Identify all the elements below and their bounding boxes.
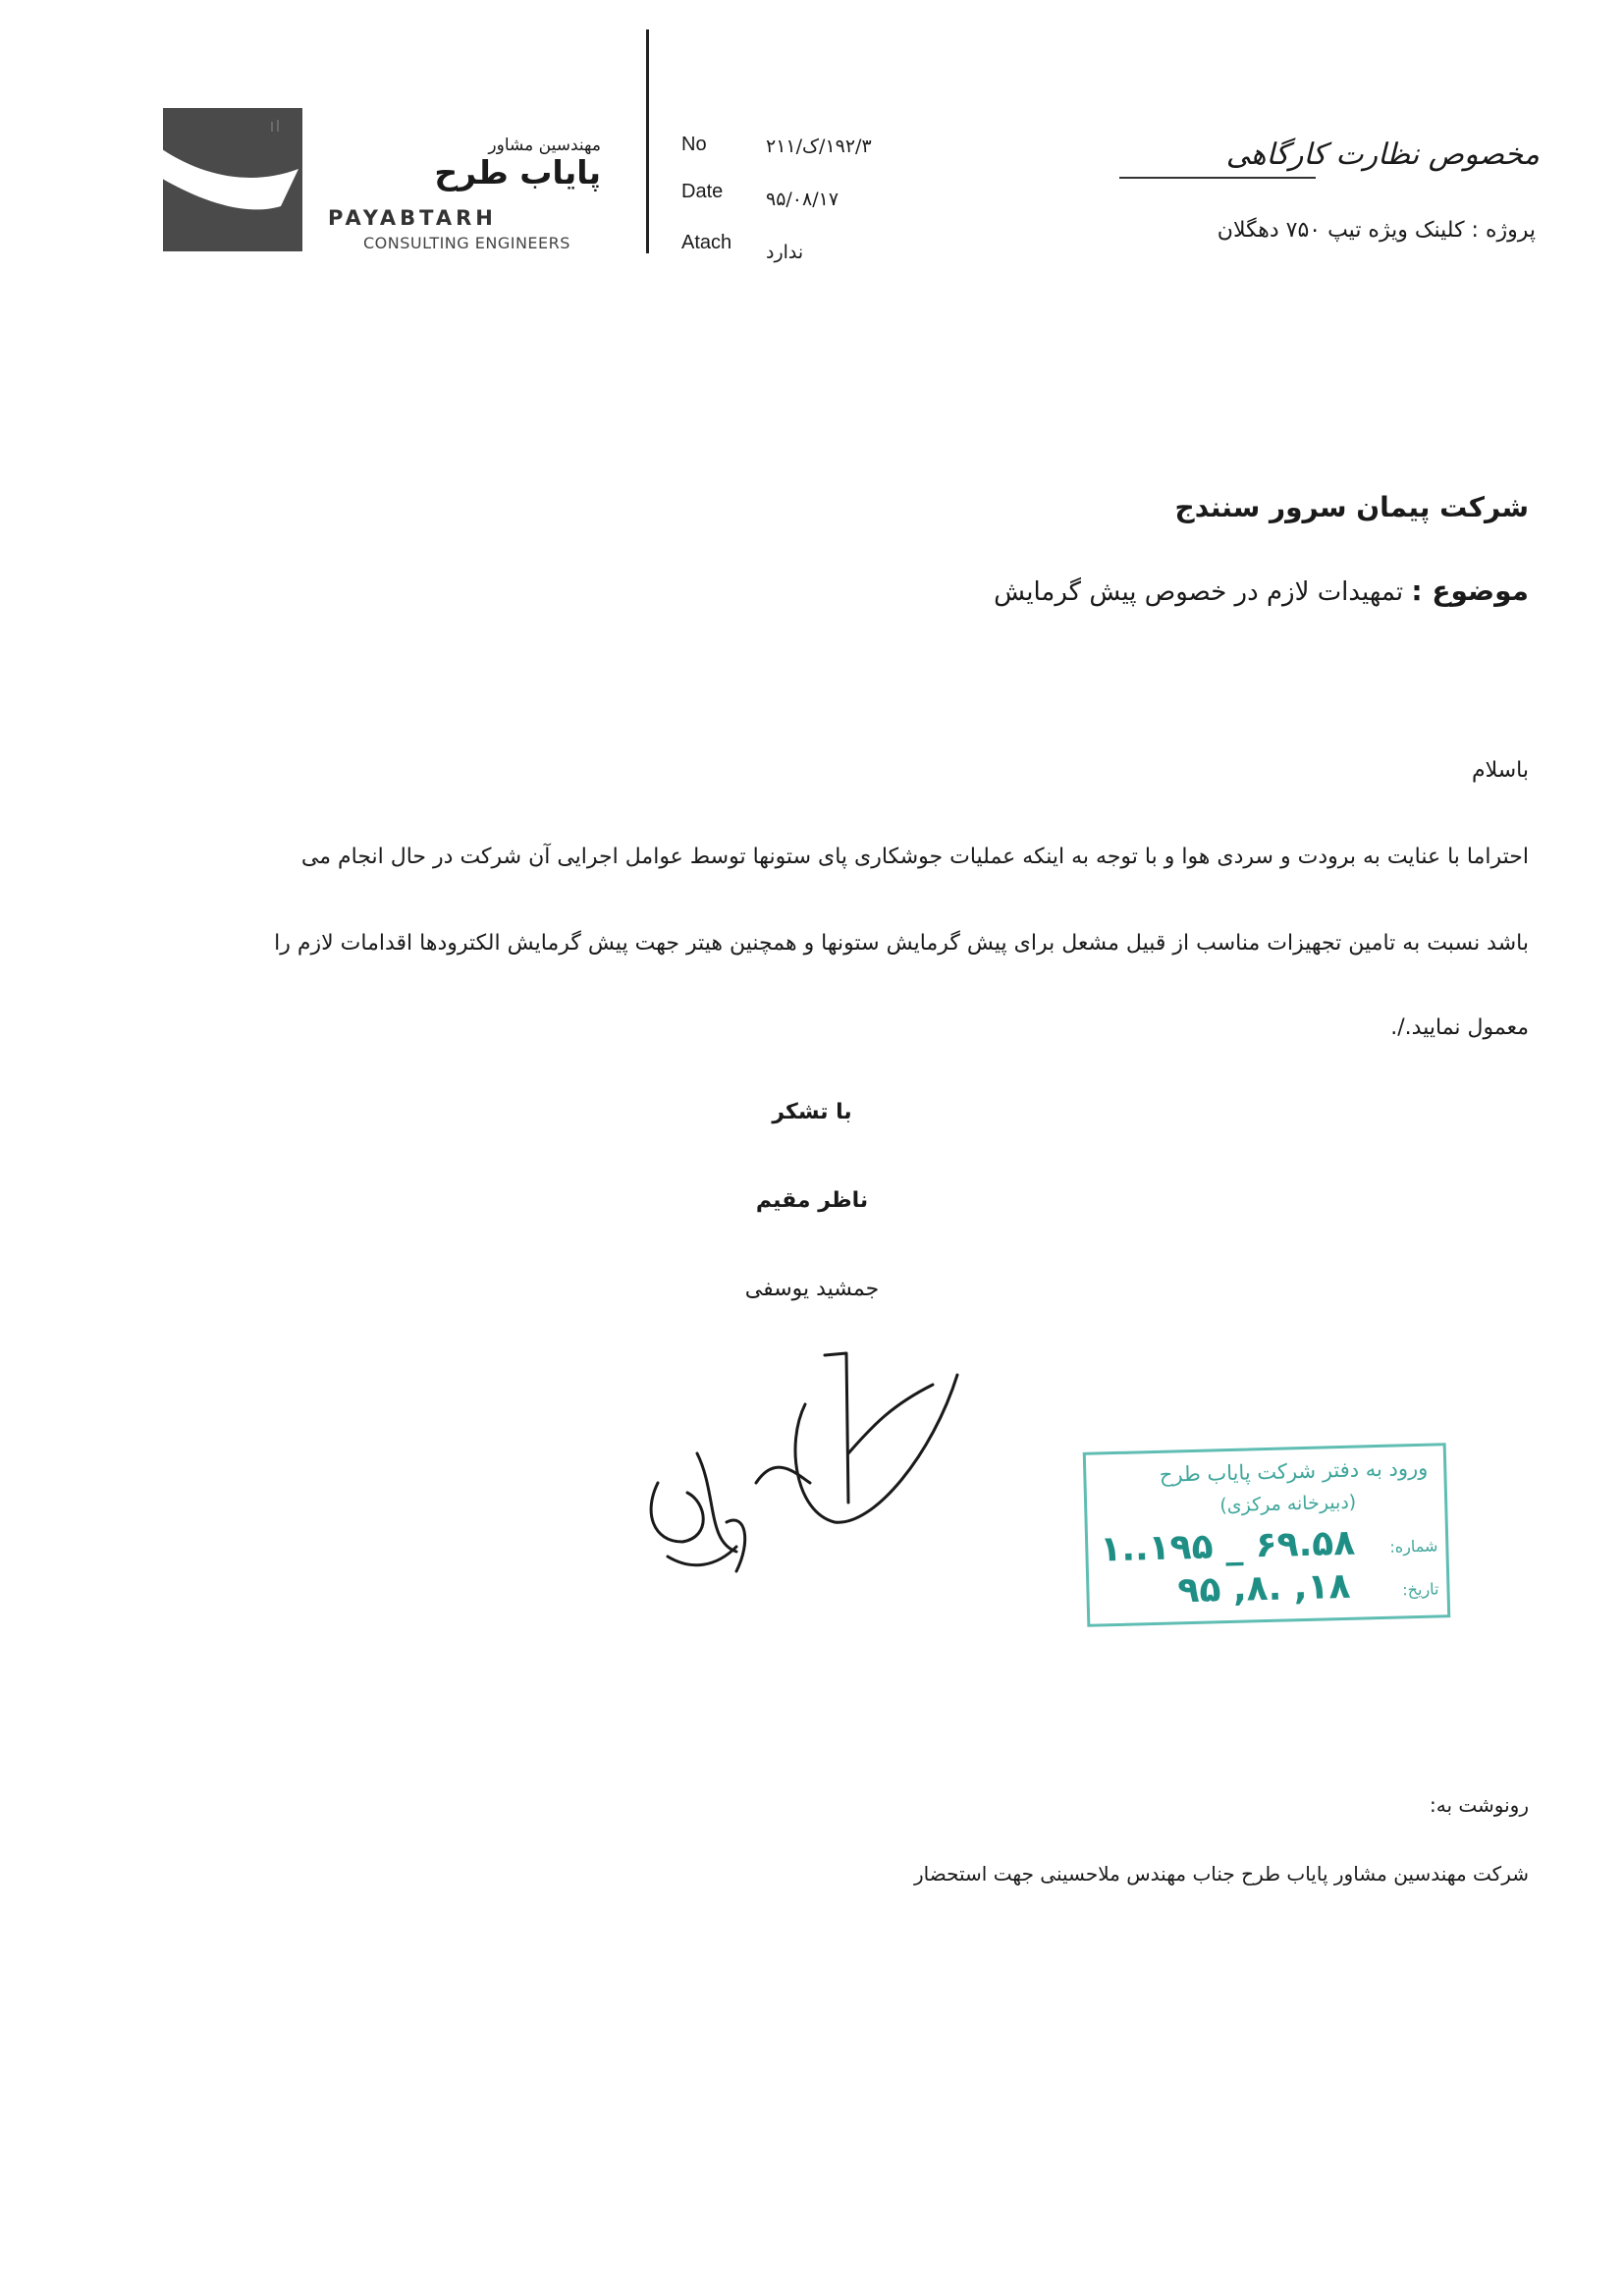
body-line: باشد نسبت به تامین تجهیزات مناسب از قبیل مشعل برای پیش گرمایش ستونها و همچنین هیتر جهت پیش گرمایش الکترودها اقدامات لازم را <box>274 931 1529 956</box>
recipient: شرکت پیمان سرور سنندج <box>1174 491 1529 523</box>
closing-role: ناظر مقیم <box>755 1188 869 1213</box>
subject-text: تمهیدات لازم در خصوص پیش گرمایش <box>994 577 1404 607</box>
company-logo-mark <box>163 108 302 251</box>
signature-icon <box>638 1345 962 1591</box>
stamp-number-label: شماره: <box>1389 1536 1438 1557</box>
body-line: احتراما با عنایت به برودت و سردی هوا و با توجه به اینکه عملیات جوشکاری پای ستونها توسط عوامل اجرایی آن شرکت در حال انجام می <box>300 845 1529 869</box>
closing-thanks: با تشکر <box>772 1100 852 1124</box>
carbon-copy-label: رونوشت به: <box>1430 1793 1529 1817</box>
letter-number-value: ۱۹۲/۳/ک/۲۱۱ <box>766 136 872 157</box>
stamp-date-value: ۹۵ ,۸. ,۱۸ <box>1176 1565 1351 1612</box>
letter-date-label: Date <box>681 181 724 202</box>
letter-attachment-value: ندارد <box>766 242 804 263</box>
subject-line <box>994 574 1529 607</box>
stamp-title: ورود به دفتر شرکت پایاب طرح <box>1159 1455 1429 1487</box>
logo-swoosh-icon <box>163 108 302 251</box>
header-divider <box>646 29 649 253</box>
greeting: باسلام <box>1471 758 1529 783</box>
document-type-title: مخصوص نظارت کارگاهی <box>1225 137 1540 172</box>
stamp-number-value: ۱..۱۹۵ _ ۶۹.۵۸ <box>1099 1522 1356 1570</box>
logo-english-subtitle: CONSULTING ENGINEERS <box>363 234 570 252</box>
letter-date-value: ۹۵/۰۸/۱۷ <box>766 189 839 210</box>
stamp-date-label: تاریخ: <box>1402 1579 1439 1600</box>
letter-number-label: No <box>681 134 707 155</box>
logo-persian-subtitle: مهندسین مشاور <box>488 136 601 155</box>
letter-attachment-label: Atach <box>681 232 732 253</box>
subject-label: موضوع : <box>1411 574 1529 607</box>
stamp-subtitle: (دبیرخانه مرکزی) <box>1219 1491 1357 1517</box>
logo-english-name: PAYABTARH <box>328 206 497 230</box>
logo-persian-name: پایاب طرح <box>434 153 601 191</box>
received-stamp <box>1083 1443 1451 1627</box>
body-line: معمول نمایید./. <box>1390 1015 1529 1040</box>
closing-name: جمشید یوسفی <box>744 1277 880 1301</box>
document-type-underline <box>1119 177 1316 179</box>
carbon-copy-recipient: شرکت مهندسین مشاور پایاب طرح جناب مهندس ملاحسینی جهت استحضار <box>914 1862 1529 1886</box>
project-line: پروژه : کلینک ویژه تیپ ۷۵۰ دهگلان <box>1217 218 1536 243</box>
